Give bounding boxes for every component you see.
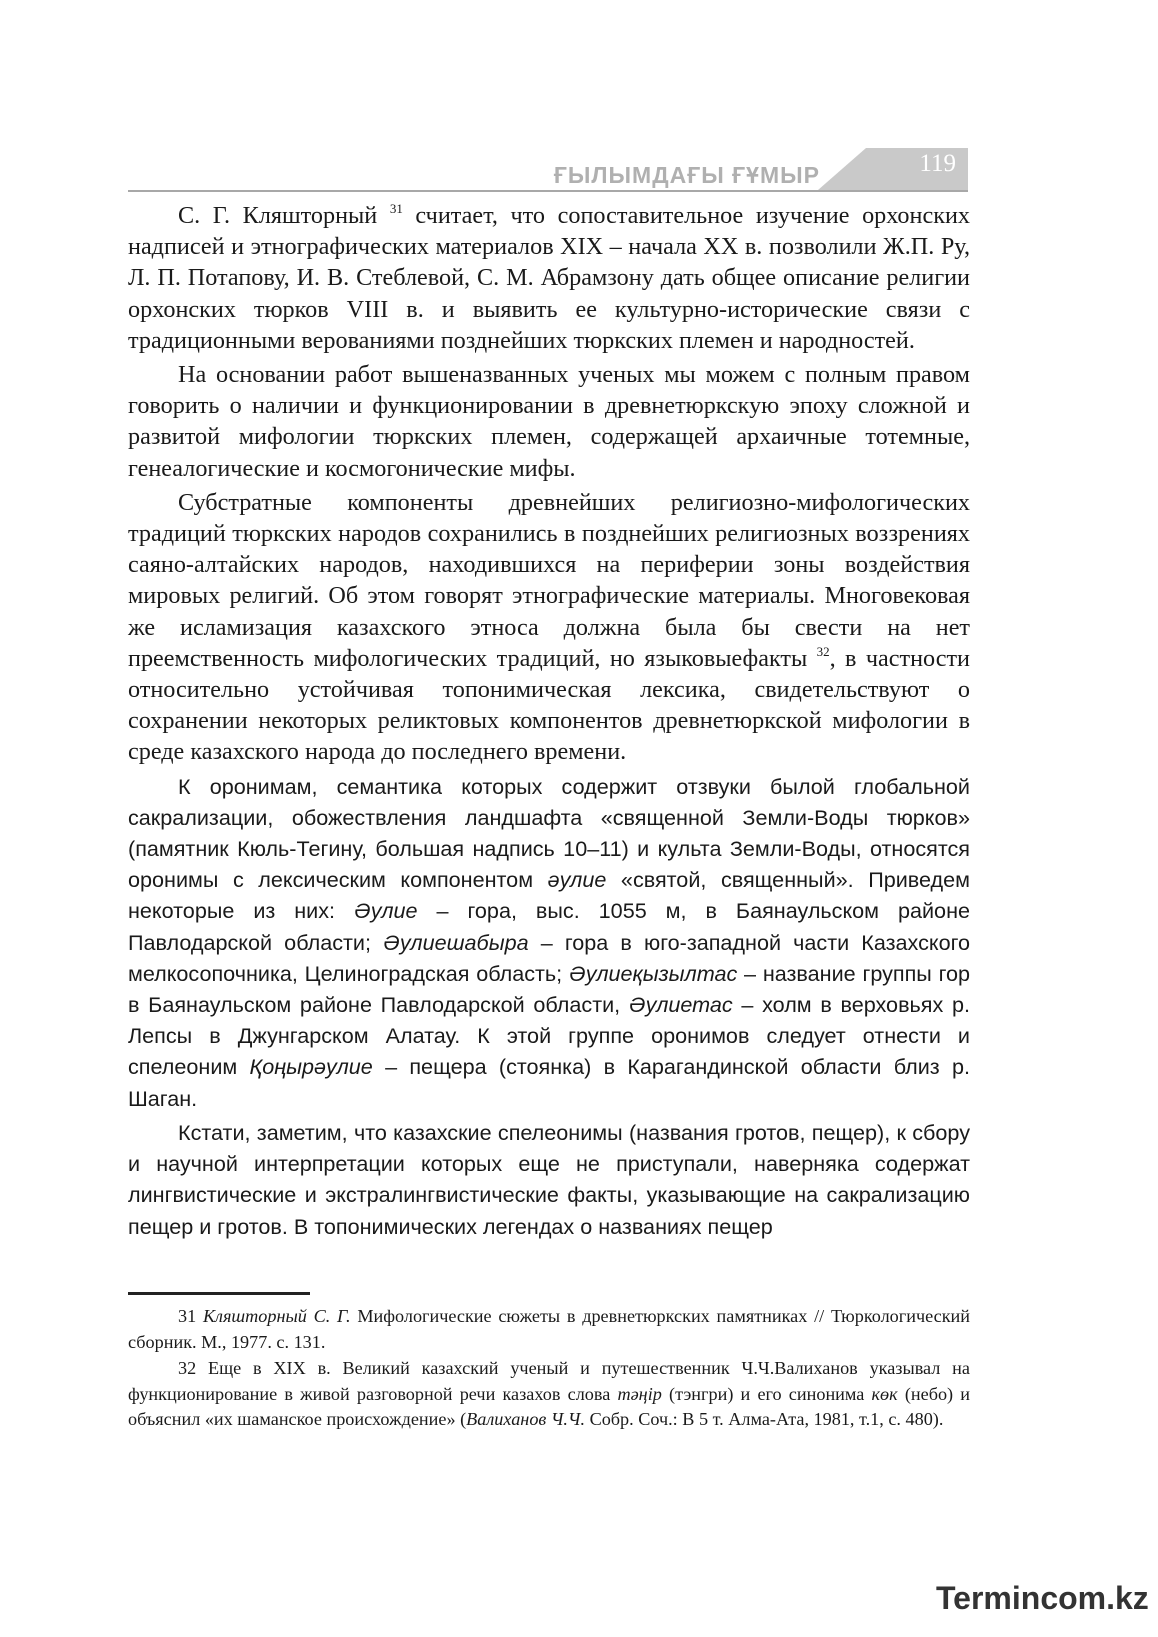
italic-term: көк: [871, 1383, 898, 1404]
paragraph-text: К оронимам, семантика которых содержит отзвуки былой глобальной сакрализации, обожествления ландшафта «священной Земли-Воды тюрков» (памятник Кюль-Тегину, большая надпись 10–11) и культа Земли-Воды, относятся оронимы с лексическим компонентом: [128, 773, 970, 893]
italic-term: Әулие: [354, 898, 418, 924]
running-header: [128, 148, 968, 192]
paragraph-text: – пещера (стоянка) в Карагандинской области близ р. Шаган.: [128, 1054, 970, 1111]
footnote-number: 32: [178, 1358, 197, 1378]
footnote-author: Валиханов Ч.Ч.: [466, 1409, 586, 1429]
footnote-separator: [128, 1292, 310, 1295]
header-rule: [128, 190, 968, 192]
italic-term: Әулиеқызылтас: [568, 960, 738, 986]
paragraph-2: На основании работ вышеназванных ученых мы можем с полным правом говорить о наличии и функционировании в древнетюркскую эпоху сложной и развитой мифологии тюркских племен, содержащей архаичные тотемные, генеалогические и космогонические мифы.: [128, 361, 970, 482]
footnote-text: (тэнгри) и его синонима: [661, 1383, 872, 1404]
site-watermark: Termincom.kz: [936, 1580, 1149, 1616]
footnote-text: Собр. Соч.: В 5 т. Алма-Ата, 1981, т.1, с. 480).: [585, 1409, 944, 1429]
paragraph-4: [128, 771, 970, 1114]
italic-term: әулие: [547, 867, 607, 893]
body-text: [128, 200, 970, 1245]
italic-term: Қоңырәулие: [249, 1054, 373, 1080]
footnote-31: [128, 1304, 970, 1355]
italic-term: Әулиешабыра: [383, 929, 529, 955]
italic-term: Әулиетас: [628, 992, 733, 1018]
footnotes: [128, 1304, 970, 1434]
footnote-text: Еще в XIX в. Великий казахский ученый и путешественник Ч.Ч.Валиханов указывал на функционирование в живой разговорной речи казахов слова: [128, 1358, 970, 1404]
paragraph-text: считает, что сопоставительное изучение орхонских надписей и этнографических материалов XIX – начала XX в. позволили Ж.П. Ру, Л. П. Потапову, И. В. Стеблевой, С. М. Абрамзону дать общее описание религии орхонских тюрков VIII в. и выявить ее культурно-исторические связи с традиционными верованиями позднейших тюркских племен и народностей.: [128, 202, 970, 354]
paragraph-5: Кстати, заметим, что казахские спелеонимы (названия гротов, пещер), к сбору и научной интерпретации которых еще не приступали, наверняка содержат лингвистические и экстралингвистические факты, указывающие на сакрализацию пещер и гротов. В топонимических легендах о названиях пещер: [128, 1119, 970, 1239]
paragraph-text: – холм в верховьях р. Лепсы в Джунгарском Алатау. К этой группе оронимов следует отнести и спелеоним: [128, 992, 970, 1080]
italic-term: тәңір: [617, 1383, 662, 1404]
paragraph-1: [128, 200, 970, 356]
footnote-text: (небо) и объяснил «их шаманское происхождение» (: [128, 1383, 971, 1429]
footnote-ref-32: 32: [816, 643, 830, 659]
page-number: 119: [919, 150, 956, 177]
paragraph-text: , в частности относительно устойчивая топонимическая лексика, свидетельствуют о сохранении некоторых реликтовых компонентов древнетюркской мифологии в среде казахского народа до последнего времени.: [128, 644, 970, 766]
footnote-ref-31: 31: [389, 201, 403, 216]
paragraph-text: С. Г. Кляшторный: [178, 202, 390, 229]
footnote-32: [128, 1356, 970, 1433]
footnote-number: 31: [178, 1306, 197, 1326]
paragraph-text: Субстратные компоненты древнейших религиозно-мифологических традиций тюркских народов сохранились в позднейших религиозных воззрениях саяно-алтайских народов, находившихся на периферии зоны воздействия мировых религий. Об этом говорят этнографические материалы. Многовековая же исламизация казахского этноса должна была бы свести на нет преемственность мифологических традиций, но языковыефакты: [128, 488, 970, 672]
paragraph-text: – гора, выс. 1055 м, в Баянаульском районе Павлодарской области;: [128, 898, 970, 955]
footnote-text: Мифологические сюжеты в древнетюркских памятниках // Тюркологический сборник. М., 1977. с. 131.: [128, 1306, 970, 1352]
paragraph-3: [128, 487, 970, 768]
paragraph-text: – гора в юго-западной части Казахского мелкосопочника, Целиноградская область;: [128, 929, 971, 986]
paragraph-text: «святой, священный». Приведем некоторые из них:: [128, 867, 971, 924]
paragraph-text: – название группы гор в Баянаульском районе Павлодарской области,: [128, 960, 970, 1018]
footnote-author: Кляшторный С. Г.: [202, 1306, 351, 1326]
header-title: ҒЫЛЫМДАҒЫ ҒҰМЫР: [553, 162, 820, 188]
